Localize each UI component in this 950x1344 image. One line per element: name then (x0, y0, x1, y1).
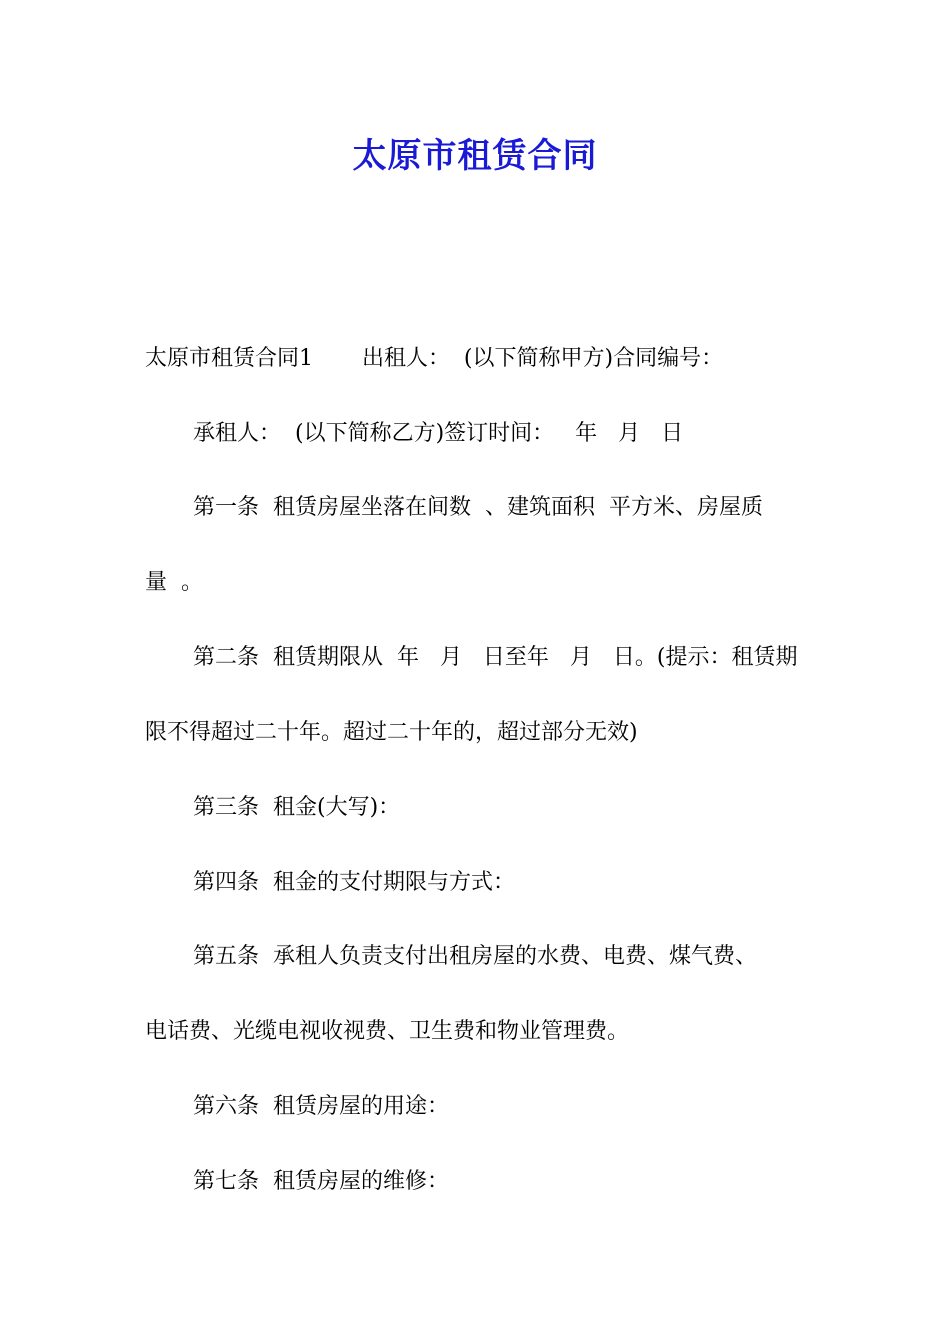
article-2-line-1: 第二条 租赁期限从 年 月 日至年 月 日。(提示：租赁期 (193, 645, 798, 670)
header-line-tenant: 承租人： (以下简称乙方)签订时间： 年 月 日 (193, 421, 684, 446)
article-2-line-2: 限不得超过二十年。超过二十年的，超过部分无效) (145, 720, 638, 745)
article-5-line-2: 电话费、光缆电视收视费、卫生费和物业管理费。 (145, 1019, 630, 1044)
article-4: 第四条 租金的支付期限与方式： (193, 870, 515, 895)
header-line-parties: 太原市租赁合同1 出租人： (以下简称甲方)合同编号： (145, 346, 724, 371)
article-5-line-1: 第五条 承租人负责支付出租房屋的水费、电费、煤气费、 (193, 944, 757, 969)
article-3: 第三条 租金(大写)： (193, 795, 401, 820)
article-6: 第六条 租赁房屋的用途： (193, 1094, 449, 1119)
document-title: 太原市租赁合同 (352, 136, 598, 176)
article-7: 第七条 租赁房屋的维修： (193, 1169, 449, 1194)
article-1-line-2: 量 。 (145, 570, 203, 595)
article-1-line-1: 第一条 租赁房屋坐落在间数 、建筑面积 平方米、房屋质 (193, 495, 763, 520)
